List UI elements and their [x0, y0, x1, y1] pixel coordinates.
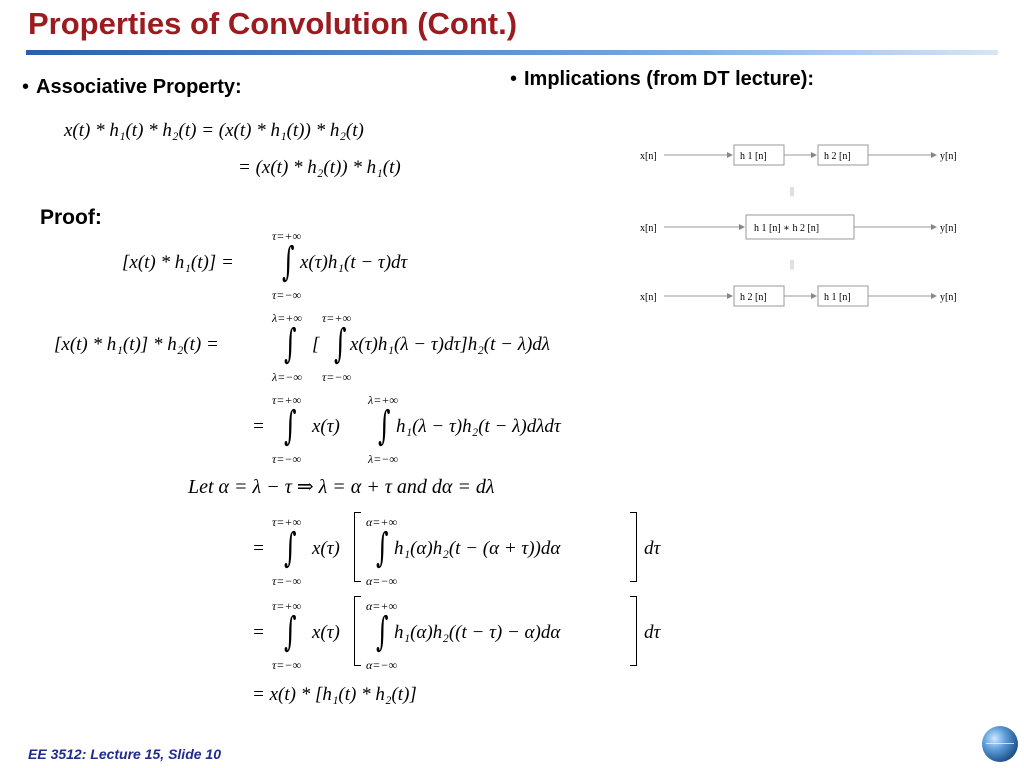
final-result: = x(t) * [h₁(t) * h₂(t)]: [252, 684, 417, 705]
proof1-lhs: [x(t) * h₁(t)] =: [122, 252, 234, 273]
row1-block2-label: h 2 [n]: [824, 151, 851, 162]
proof3-x-tau: x(τ): [312, 416, 340, 437]
slide-footer: EE 3512: Lecture 15, Slide 10: [28, 746, 221, 762]
integral-sign: ∫: [376, 525, 389, 571]
integral-sign: ∫: [282, 239, 295, 285]
assoc-equation-line2: = (x(t) * h₂(t)) * h₁(t): [238, 157, 401, 178]
proof4-inner-upper: α=+∞: [366, 515, 398, 529]
proof4-dtau: dτ: [644, 538, 661, 559]
left-bracket: [354, 512, 361, 582]
proof4-outer-lower: τ=−∞: [272, 574, 302, 588]
proof3-integrand: h₁(λ − τ)h₂(t − λ)dλdτ: [396, 416, 561, 437]
assoc-equation-line1: x(t) * h₁(t) * h₂(t) = (x(t) * h₁(t)) * h₂(t): [64, 120, 364, 141]
proof5-outer-lower: τ=−∞: [272, 658, 302, 672]
proof4-equals: =: [252, 538, 265, 559]
integral-sign: ∫: [378, 403, 391, 449]
proof2-inner: x(τ)h₁(λ − τ)dτ]h₂(t − λ)dλ: [350, 334, 551, 355]
proof1-lower-limit: τ=−∞: [272, 288, 302, 302]
row2-block-label: h 1 [n] ∗ h 2 [n]: [754, 223, 820, 234]
bullet-dot: •: [22, 76, 30, 98]
system-block-diagram: [636, 140, 976, 312]
proof2-lhs: [x(t) * h₁(t)] * h₂(t) =: [54, 334, 219, 355]
proof4-x-tau: x(τ): [312, 538, 340, 559]
left-bracket: [354, 596, 361, 666]
equivalence-separator-1: ||: [790, 186, 795, 197]
proof2-inner-upper: τ=+∞: [322, 311, 352, 325]
proof3-inner-lower: λ=−∞: [368, 452, 398, 466]
equivalence-separator-2: ||: [790, 259, 795, 270]
title-underline: [26, 50, 998, 55]
proof1-upper-limit: τ=+∞: [272, 229, 302, 243]
proof2-open-bracket: [: [312, 334, 320, 355]
row3-block2-label: h 1 [n]: [824, 292, 851, 303]
proof3-equals: =: [252, 416, 265, 437]
row1-block1-label: h 1 [n]: [740, 151, 767, 162]
row3-block1-label: h 2 [n]: [740, 292, 767, 303]
integral-sign: ∫: [284, 525, 297, 571]
proof4-outer-upper: τ=+∞: [272, 515, 302, 529]
proof2-outer-lower: λ=−∞: [272, 370, 302, 384]
proof5-inner-lower: α=−∞: [366, 658, 398, 672]
proof2-outer-upper: λ=+∞: [272, 311, 302, 325]
row3-output-label: y[n]: [940, 292, 957, 303]
row3-input-label: x[n]: [640, 292, 657, 303]
row2-output-label: y[n]: [940, 223, 957, 234]
right-bracket: [630, 596, 637, 666]
integral-sign: ∫: [376, 609, 389, 655]
proof1-rhs: x(τ)h₁(t − τ)dτ: [300, 252, 408, 273]
bullet-implications: [510, 68, 814, 91]
proof5-outer-upper: τ=+∞: [272, 599, 302, 613]
proof4-inner-lower: α=−∞: [366, 574, 398, 588]
bullet-associative: [22, 76, 242, 99]
bullet-implications-text: Implications (from DT lecture):: [524, 68, 815, 90]
proof3-inner-upper: λ=+∞: [368, 393, 398, 407]
proof5-dtau: dτ: [644, 622, 661, 643]
integral-sign: ∫: [284, 403, 297, 449]
proof3-outer-lower: τ=−∞: [272, 452, 302, 466]
integral-sign: ∫: [284, 321, 297, 367]
proof5-equals: =: [252, 622, 265, 643]
row1-output-label: y[n]: [940, 151, 957, 162]
slide-title: Properties of Convolution (Cont.): [28, 6, 518, 41]
substitution-line: Let α = λ − τ ⇒ λ = α + τ and dα = dλ: [188, 476, 495, 498]
bullet-associative-text: Associative Property:: [36, 76, 242, 98]
proof-heading: Proof:: [40, 206, 102, 229]
proof5-inner-upper: α=+∞: [366, 599, 398, 613]
row1-input-label: x[n]: [640, 151, 657, 162]
proof5-x-tau: x(τ): [312, 622, 340, 643]
proof5-integrand: h₁(α)h₂((t − τ) − α)dα: [394, 622, 561, 643]
globe-logo-icon: [982, 726, 1018, 762]
proof4-integrand: h₁(α)h₂(t − (α + τ))dα: [394, 538, 561, 559]
integral-sign: ∫: [334, 321, 347, 367]
row2-input-label: x[n]: [640, 223, 657, 234]
integral-sign: ∫: [284, 609, 297, 655]
bullet-dot: •: [510, 68, 518, 90]
proof3-outer-upper: τ=+∞: [272, 393, 302, 407]
proof2-inner-lower: τ=−∞: [322, 370, 352, 384]
right-bracket: [630, 512, 637, 582]
